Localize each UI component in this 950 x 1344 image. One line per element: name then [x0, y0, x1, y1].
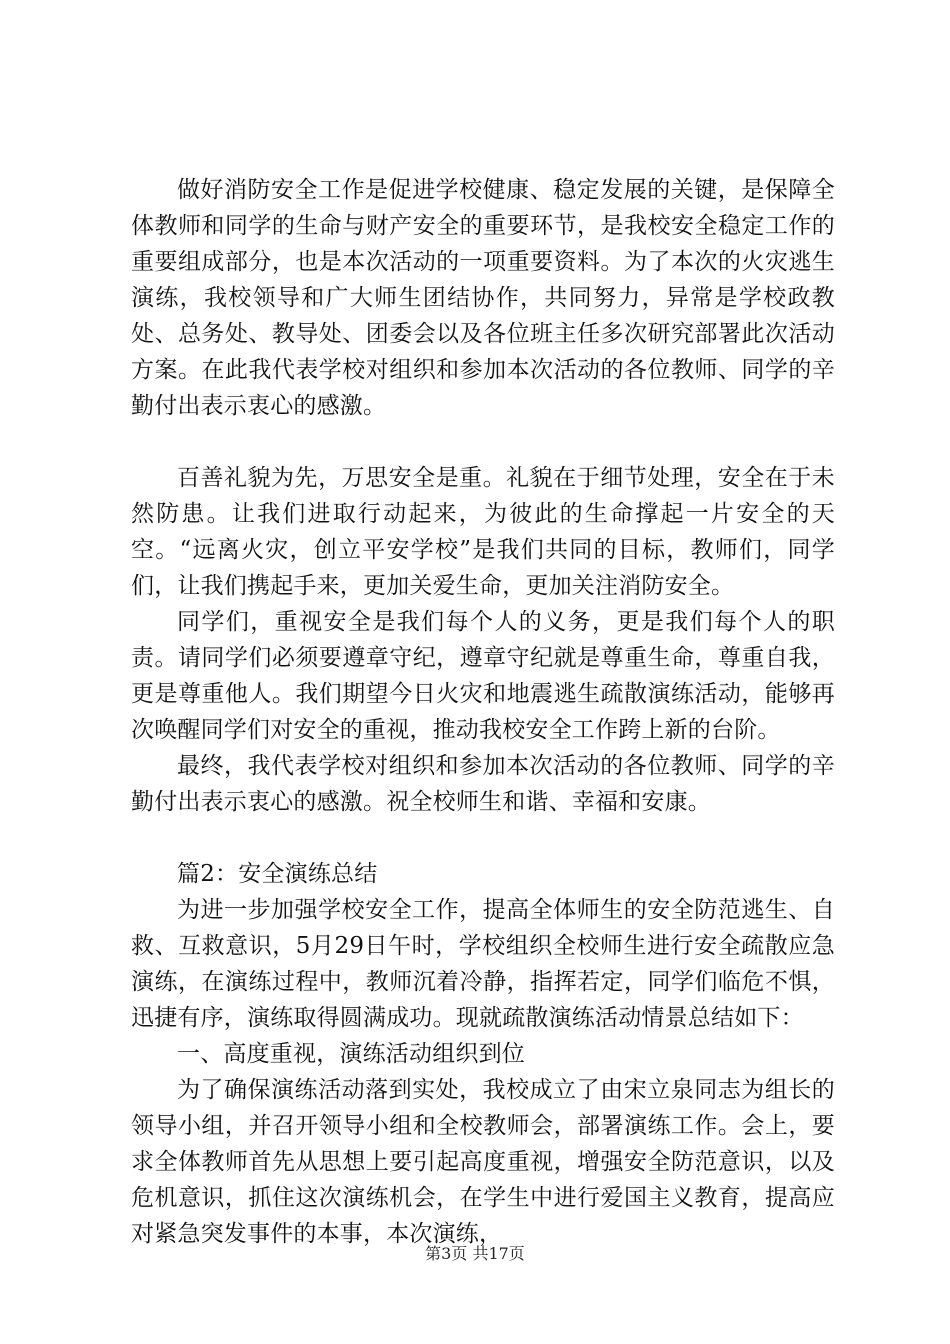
paragraph-drill-overview: 为进一步加强学校安全工作，提高全体师生的安全防范逃生、自救、互救意识，5月29日午时，学校组织全校师生进行安全疏散应急演练，在演练过程中，教师沉着冷静，指挥若定，同学们临危不惧，迅捷有序，演练取得圆满成功。现就疏散演练活动情景总结如下： — [131, 897, 835, 1031]
paragraph-spacer — [131, 424, 835, 460]
subheading-organization: 一、高度重视，演练活动组织到位 — [177, 1041, 525, 1067]
document-body — [131, 172, 835, 1252]
paragraph-students-responsibility: 同学们，重视安全是我们每个人的义务，更是我们每个人的职责。请同学们必须要遵章守纪，遵章守纪就是尊重生命，尊重自我，更是尊重他人。我们期望今日火灾和地震逃生疏散演练活动，能够再次唤醒同学们对安全的重视，推动我校安全工作跨上新的台阶。 — [131, 609, 835, 743]
paragraph-leadership-group: 为了确保演练活动落到实处，我校成立了由宋立泉同志为组长的领导小组，并召开领导小组和全校教师会，部署演练工作。会上，要求全体教师首先从思想上要引起高度重视，增强安全防范意识，以及危机意识，抓住这次演练机会，在学生中进行爱国主义教育，提高应对紧急突发事件的本事，本次演练， — [131, 1077, 835, 1247]
section-heading-drill-summary: 篇2：安全演练总结 — [177, 861, 378, 887]
page-number-footer: 第3页 共17页 — [425, 1244, 525, 1263]
paragraph-fire-safety-intro: 做好消防安全工作是促进学校健康、稳定发展的关键，是保障全体教师和同学的生命与财产安全的重要环节，是我校安全稳定工作的重要组成部分，也是本次活动的一项重要资料。为了本次的火灾逃生演练，我校领导和广大师生团结协作，共同努力，异常是学校政教处、总务处、教导处、团委会以及各位班主任多次研究部署此次活动方案。在此我代表学校对组织和参加本次活动的各位教师、同学的辛勤付出表示衷心的感激。 — [131, 177, 835, 419]
paragraph-spacer — [131, 820, 835, 856]
paragraph-closing-thanks: 最终，我代表学校对组织和参加本次活动的各位教师、同学的辛勤付出表示衷心的感激。祝全校师生和谐、幸福和安康。 — [131, 753, 835, 815]
paragraph-safety-first: 百善礼貌为先，万思安全是重。礼貌在于细节处理，安全在于未然防患。让我们进取行动起来，为彼此的生命撑起一片安全的天空。“远离火灾，创立平安学校”是我们共同的目标，教师们，同学们，让我们携起手来，更加关爱生命，更加关注消防安全。 — [131, 465, 835, 599]
